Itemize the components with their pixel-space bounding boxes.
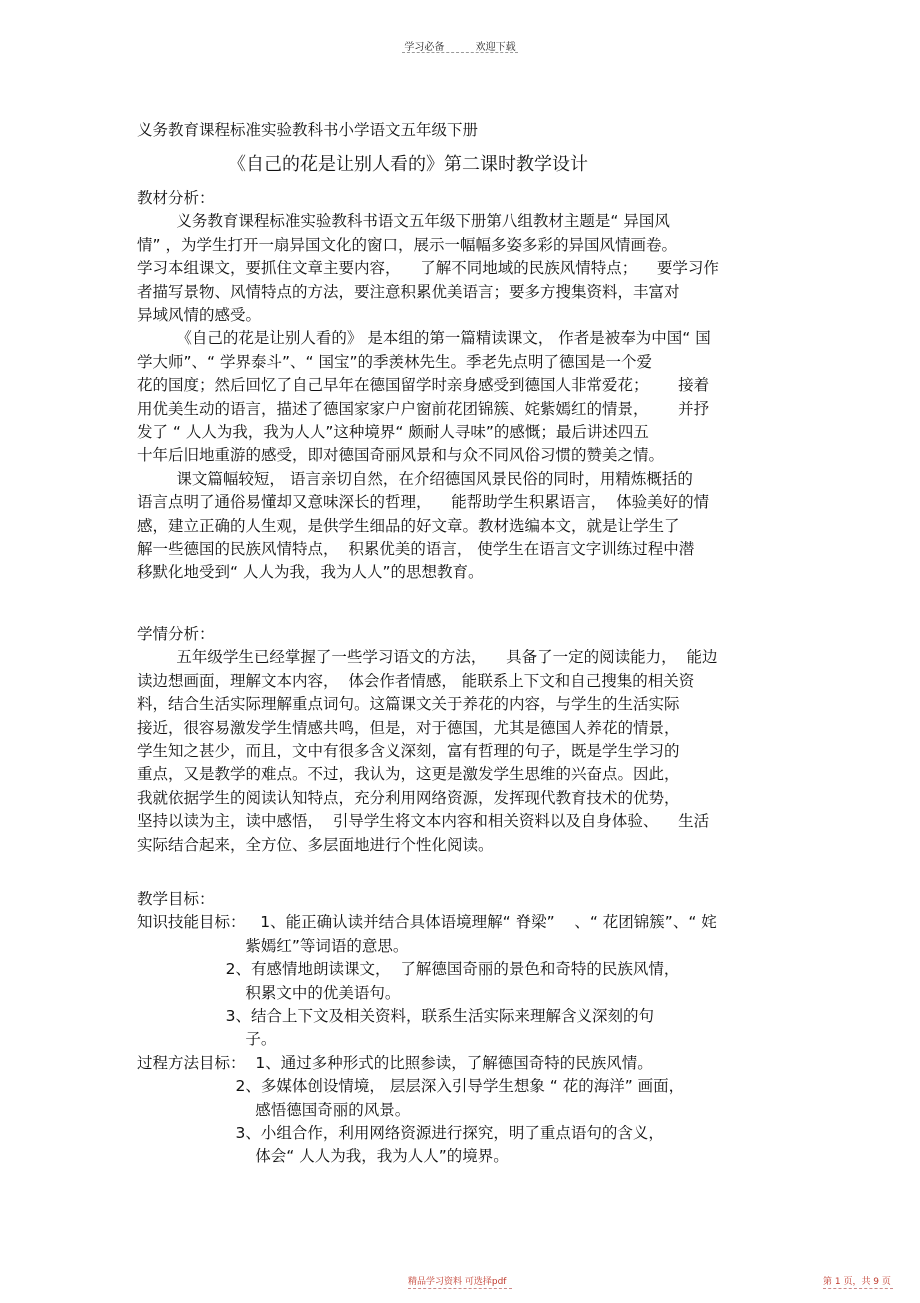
text-line: 感悟德国奇丽的风景。 — [137, 1100, 411, 1119]
text-line: 料，结合生活实际理解重点词句。这篇课文关于养花的内容，与学生的生活实际 — [137, 695, 680, 714]
text-line: 接近，很容易激发学生情感共鸣，但是，对于德国，尤其是德国人养花的情景， — [137, 718, 680, 737]
header-left-text: 学习必备 — [404, 42, 445, 53]
text-line: 义务教育课程标准实验教科书语文五年级下册第八组教材主题是“ 异国风 — [137, 212, 670, 231]
text-line: 解一些德国的民族风情特点， 积累优美的语言， 使学生在语言文字训练过程中潜 — [137, 540, 695, 558]
text-line: 者描写景物、风情特点的方法，要注意积累优美语言；要多方搜集资料，丰富对 — [137, 282, 680, 301]
text-line: 《自己的花是让别人看的》 是本组的第一篇精读课文， 作者是被奉为中国“ 国 — [137, 329, 711, 348]
text-line: 2、有感情地朗读课文， 了解德国奇丽的景色和奇特的民族风情， — [137, 960, 680, 979]
text-line: 读边想画面，理解文本内容， 体会作者情感， 能联系上下文和自己搜集的相关资 — [137, 671, 695, 690]
text-line: 3、结合上下文及相关资料，联系生活实际来理解含义深刻的句 — [137, 1007, 655, 1025]
text-line: 移默化地受到“ 人人为我，我为人人”的思想教育。 — [137, 563, 484, 582]
text-line: 感，建立正确的人生观，是供学生细品的好文章。教材选编本文，就是让学生了 — [137, 516, 680, 535]
text-line: 课文篇幅较短， 语言亲切自然，在介绍德国风景民俗的同时，用精炼概括的 — [137, 469, 693, 488]
text-line: 十年后旧地重游的感受，即对德国奇丽风景和与众不同风俗习惯的赞美之情。 — [137, 446, 665, 465]
footer-right-divider — [823, 1288, 893, 1289]
page-header — [0, 38, 920, 53]
text-line: 坚持以读为主，读中感悟， 引导学生将文本内容和相关资料以及自身体验、 生活 — [137, 812, 710, 831]
text-line: 学情分析： — [137, 625, 215, 643]
text-line: 我就依据学生的阅读认知特点，充分利用网络资源，发挥现代教育技术的优势， — [137, 788, 680, 807]
text-line: 花的国度；然后回忆了自己早年在德国留学时亲身感受到德国人非常爱花； 接着 — [137, 376, 710, 395]
footer-left-divider — [408, 1288, 512, 1289]
text-line: 2、多媒体创设情境， 层层深入引导学生想象 “ 花的海洋” 画面， — [137, 1077, 685, 1096]
text-line: 知识技能目标： 1、能正确认读并结合具体语境理解“ 脊梁” 、“ 花团锦簇”、“ 姹 — [137, 913, 717, 932]
text-line: 学生知之甚少，而且，文中有很多含义深刻，富有哲理的句子，既是学生学习的 — [137, 742, 680, 760]
text-line: 异域风情的感受。 — [137, 306, 262, 324]
document-title: 《自己的花是让别人看的》第二课时教学设计 — [228, 154, 588, 175]
text-line: 发了 “ 人人为我，我为人人”这种境界“ 颇耐人寻味”的感慨；最后讲述四五 — [137, 423, 649, 441]
text-line: 学习本组课文，要抓住文章主要内容， 了解不同地域的民族风情特点； 要学习作 — [137, 259, 719, 278]
header-divider — [402, 52, 518, 53]
text-line: 学大师”、“ 学界泰斗”、“ 国宝”的季羡林先生。季老先点明了德国是一个爱 — [137, 352, 653, 371]
text-line: 积累文中的优美语句。 — [137, 983, 401, 1002]
text-line: 紫嫣红”等词语的意思。 — [137, 936, 409, 955]
text-line: 重点，又是教学的难点。不过，我认为，这更是激发学生思维的兴奋点。因此， — [137, 765, 680, 784]
text-line: 3、小组合作，利用网络资源进行探究，明了重点语句的含义， — [137, 1124, 664, 1142]
text-line: 过程方法目标： 1、通过多种形式的比照参读，了解德国奇特的民族风情。 — [137, 1053, 653, 1072]
page-number: 第 1 页，共 9 页 — [823, 1277, 891, 1287]
header-right-text: 欢迎下载 — [475, 42, 516, 53]
text-line: 语言点明了通俗易懂却又意味深长的哲理， 能帮助学生积累语言， 体验美好的情 — [137, 493, 710, 512]
footer-left-text: 精品学习资料 可选择pdf — [408, 1277, 507, 1287]
text-line: 用优美生动的语言，描述了德国家家户户窗前花团锦簇、姹紫嫣红的情景， 并抒 — [137, 399, 710, 418]
text-line: 情” ，为学生打开一扇异国文化的窗口，展示一幅幅多姿多彩的异国风情画卷。 — [137, 235, 677, 254]
text-line: 子。 — [137, 1030, 277, 1049]
text-line: 教学目标： — [137, 890, 215, 908]
text-line: 实际结合起来，全方位、多层面地进行个性化阅读。 — [137, 835, 494, 854]
text-line: 五年级学生已经掌握了一些学习语文的方法， 具备了一定的阅读能力， 能边 — [137, 648, 718, 667]
textbook-title: 义务教育课程标准实验教科书小学语文五年级下册 — [137, 121, 479, 139]
text-line: 教材分析： — [137, 189, 215, 207]
text-line: 体会“ 人人为我，我为人人”的境界。 — [137, 1147, 509, 1166]
